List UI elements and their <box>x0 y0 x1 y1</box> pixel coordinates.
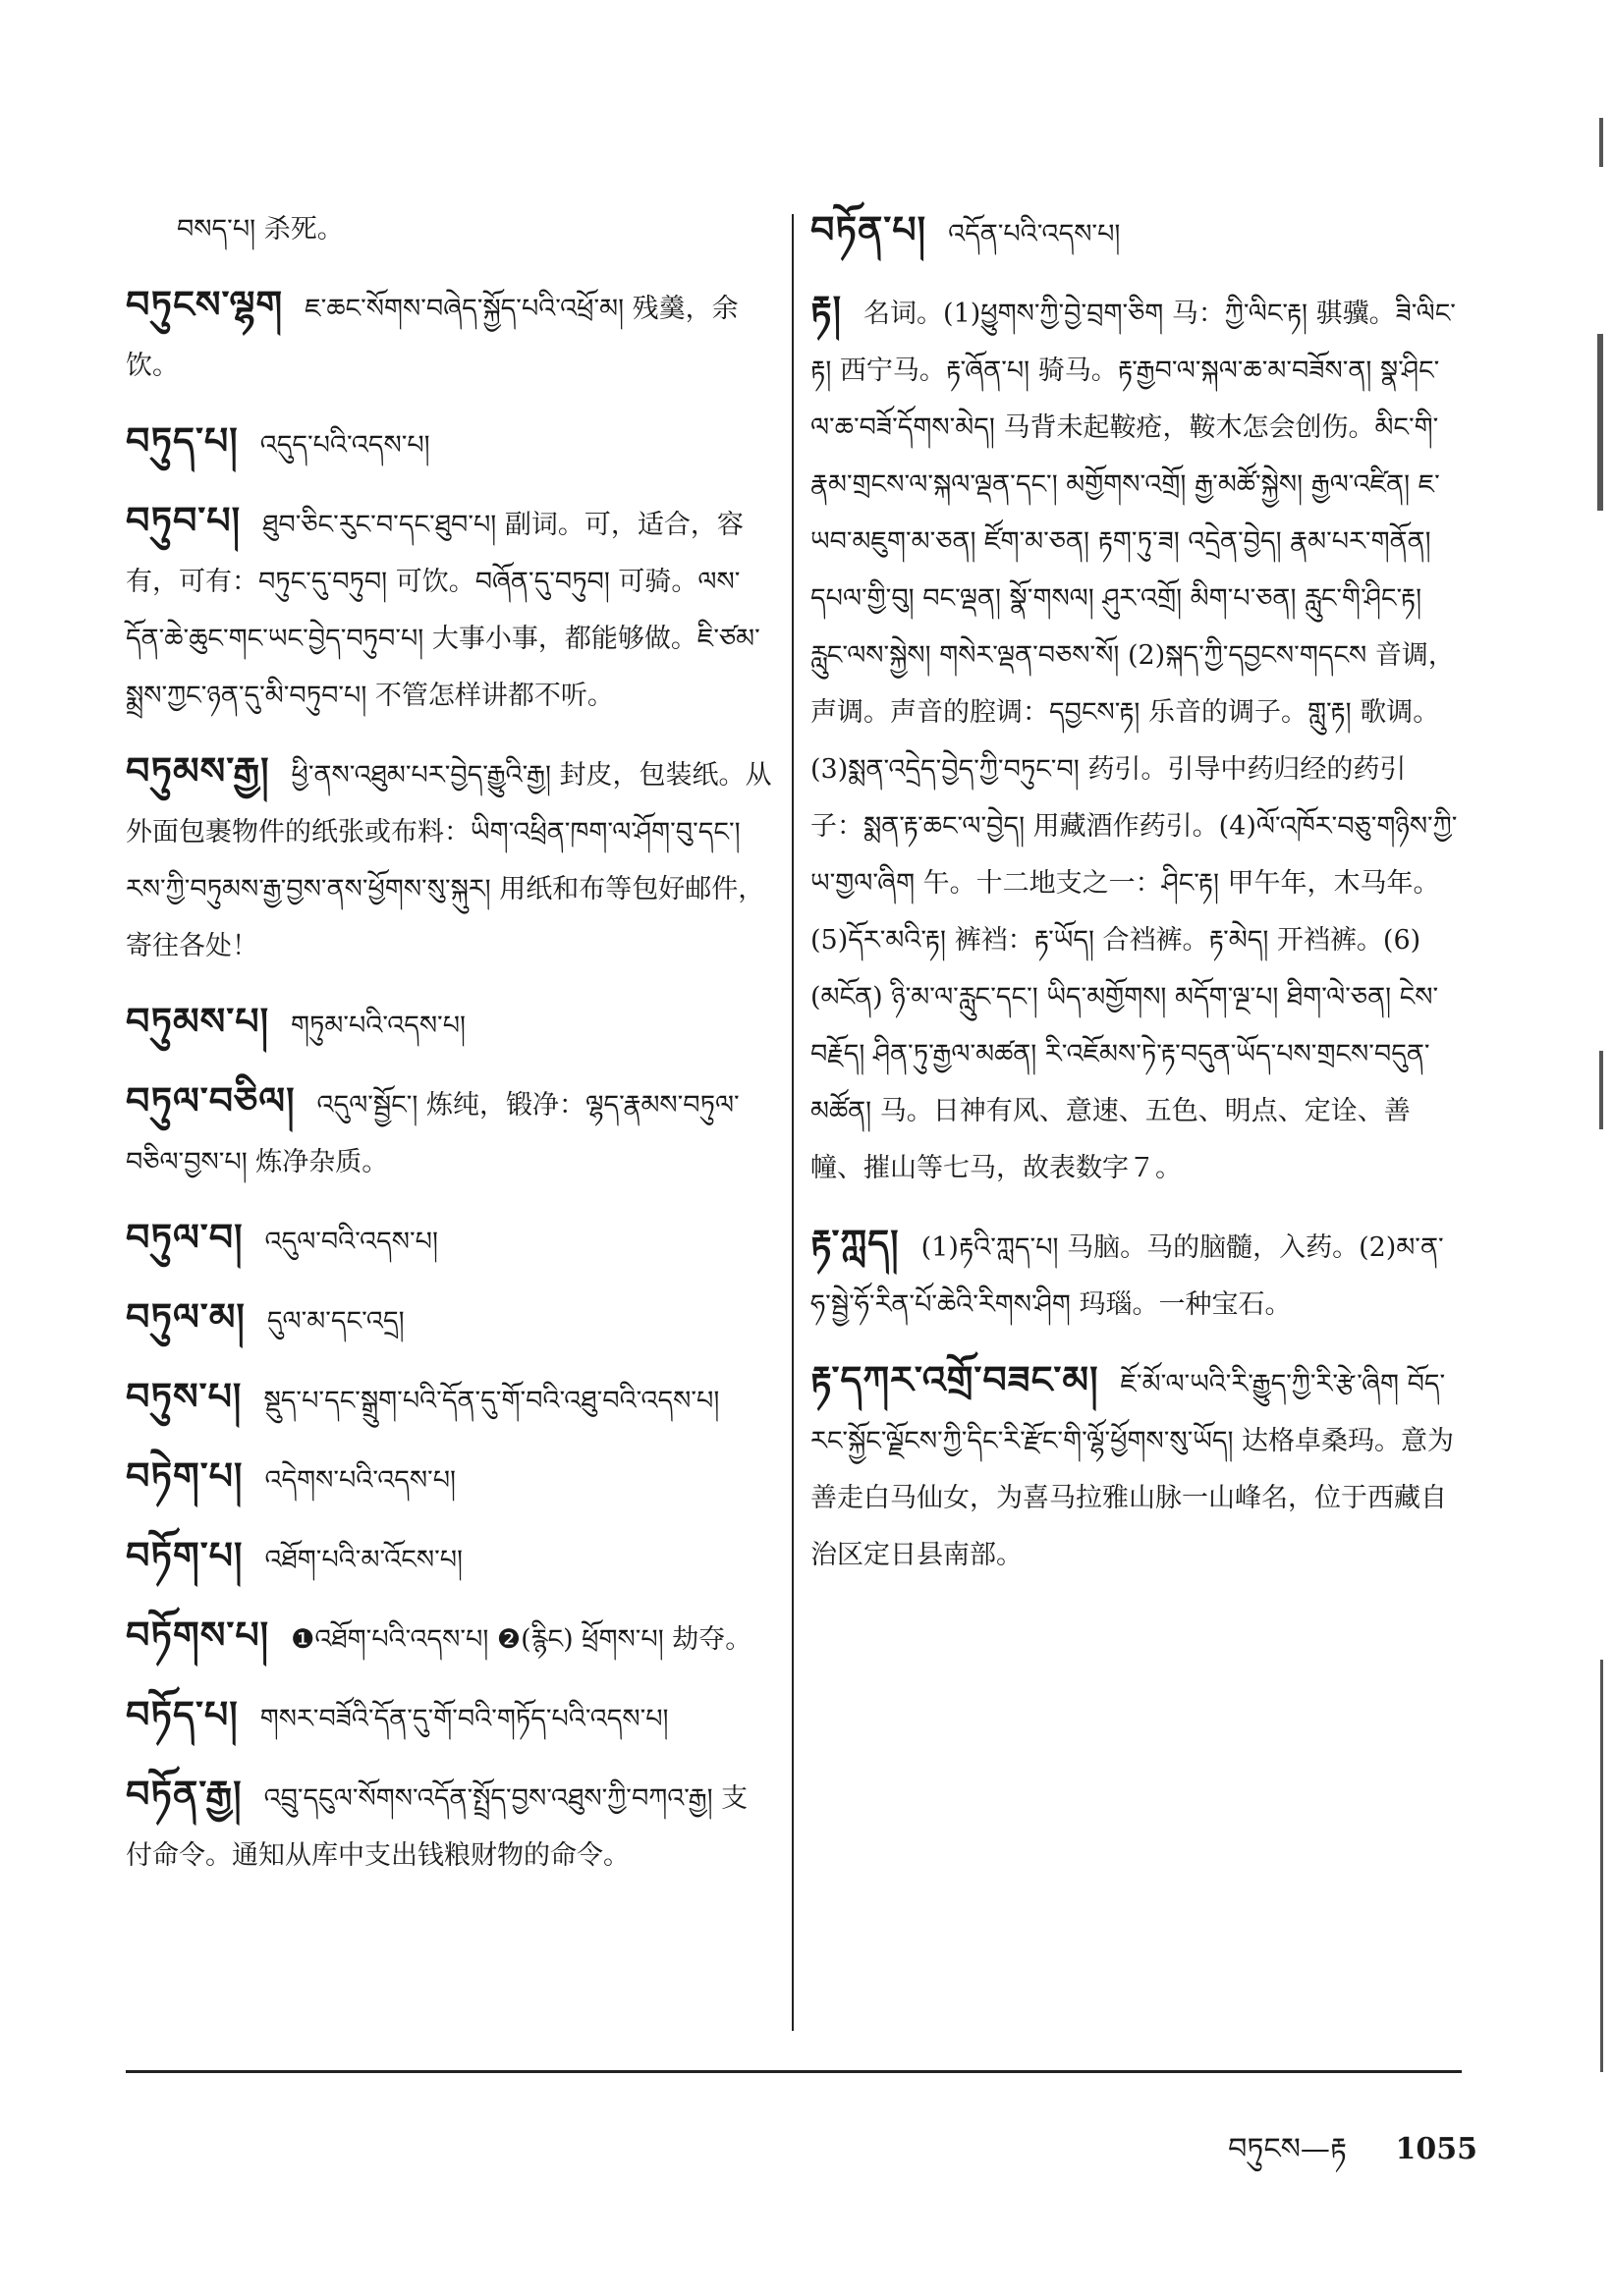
running-head: བཏུངས—རྟ <box>1228 2132 1347 2166</box>
entry-headword: བཏུལ་བཅིལ། <box>126 1078 296 1122</box>
dictionary-entry <box>126 1686 774 1748</box>
dictionary-entry <box>126 1209 774 1271</box>
entry-headword: བཏུམས་རྒྱ། <box>126 748 270 793</box>
entry-headword: བཏུམས་པ། <box>126 999 270 1043</box>
dictionary-entry <box>126 993 774 1055</box>
entry-headword: བཏོན་པ། <box>810 207 927 251</box>
entry-headword: རྟ་དཀར་འགྲོ་བཟང་མ། <box>810 1357 1099 1401</box>
dictionary-entry <box>126 492 774 725</box>
entry-headword: བཏེག་པ། <box>126 1453 244 1498</box>
dictionary-entry <box>810 201 1459 263</box>
dictionary-entry <box>126 742 774 975</box>
entry-definition: འབྲུ་དངུལ་སོགས་འདོན་སྤྲོད་བྱས་འཐུས་ཀྱི་བཀའ་རྒྱ། 支付命令。通知从库中支出钱粮财物的命令。 <box>126 1783 749 1871</box>
column-divider <box>792 214 794 2031</box>
entry-headword: རྟ་ཀླད། <box>810 1221 900 1265</box>
entry-definition: འཐོག་པའི་མ་འོངས་པ། <box>264 1545 464 1575</box>
page-footer <box>1228 2116 1477 2199</box>
entry-headword: བཏུལ་མ། <box>126 1294 246 1339</box>
page-number: 1055 <box>1395 2132 1477 2166</box>
entry-definition: འདུལ་སྦྱོང་། 炼纯，锻净：ལྷད་རྣམས་བཏུལ་བཅིལ་བྱས་པ། 炼净杂质。 <box>126 1090 740 1177</box>
dictionary-entry <box>810 1351 1459 1584</box>
entry-definition: འདུལ་བའི་འདས་པ། <box>264 1227 438 1257</box>
dictionary-entry <box>126 276 774 395</box>
entry-headword: བཏུལ་བ། <box>126 1215 244 1259</box>
dictionary-entry <box>126 1766 774 1885</box>
scan-margin-marks <box>1584 39 1609 2288</box>
entry-headword: བཏོགས་པ། <box>126 1613 270 1657</box>
entry-definition: ཐུབ་ཅིང་རུང་བ་དང་ཐུབ་པ། 副词。可，适合，容有，可有：བཏུང་དུ་བཏུབ། 可饮。བཞོན་དུ་བཏུབ། 可骑。ལས་དོན་ཆེ་ཆུང་གང་ཡང་བྱེད་བཏུབ་པ། 大事小事，都能够做。ཇི་ཙམ་སྨྲས་ཀྱང་ཉན་དུ་མི་བཏུབ་པ། 不管怎样讲都不听。 <box>126 510 760 711</box>
footer-rule <box>126 2070 1462 2073</box>
entry-definition: དུལ་མ་དང་འདྲ། <box>266 1306 405 1337</box>
entry-definition: ❶འཐོག་པའི་འདས་པ། ❷(རྙིང) ཕྲོགས་པ། 劫夺。 <box>291 1624 752 1655</box>
entry-headword: རྟ། <box>810 287 843 331</box>
entry-headword: བཏོག་པ། <box>126 1533 244 1577</box>
entry-headword: བཏོན་རྒྱ། <box>126 1772 243 1816</box>
entry-definition: ཕྱི་ནས་འཐུམ་པར་བྱེད་རྒྱུའི་རྒྱ། 封皮，包装纸。从外面包裹物件的纸张或布料：ཡིག་འཕྲིན་ཁག་ལ་ཤོག་བུ་དང་། རས་ཀྱི་བཏུམས་རྒྱ་བྱས་ནས་ཕྱོགས་སུ་སྐུར། 用纸和布等包好邮件，寄往各处！ <box>126 760 772 961</box>
entry-headword: བཏུབ་པ། <box>126 498 242 542</box>
entry-headword: བཏུས་པ། <box>126 1374 243 1418</box>
right-column <box>810 201 1459 1602</box>
dictionary-entry <box>810 1215 1459 1334</box>
dictionary-entry <box>126 1288 774 1350</box>
entry-headword: བཏུངས་ལྷག <box>126 282 284 326</box>
dictionary-entry <box>126 1527 774 1589</box>
entry-definition: གསར་བཟོའི་དོན་དུ་གོ་བའི་གཏོད་པའི་འདས་པ། <box>259 1704 669 1734</box>
dictionary-entry <box>126 1072 774 1191</box>
entry-definition: འདེགས་པའི་འདས་པ། <box>264 1465 457 1496</box>
dictionary-entry <box>126 201 774 258</box>
dictionary-entry <box>126 412 774 474</box>
entry-definition: སྡུད་པ་དང་སྒྲུག་པའི་དོན་དུ་གོ་བའི་འཐུ་བའི་འདས་པ། <box>263 1386 720 1416</box>
entry-definition: 名词。(1)ཕྱུགས་ཀྱི་བྱེ་བྲག་ཅིག 马：ཀྱི་ལིང་རྟ། 骐骥。ཟི་ལིང་རྟ། 西宁马。རྟ་ཞོན་པ། 骑马。རྟ་རྒྱབ་ལ་སྐལ་ཆ་མ་བཟོས་ན། སྣ་ཤིང་ལ་ཆ་བཟོ་དོགས་མེད། 马背未起鞍疮，鞍木怎会创伤。མིང་གི་རྣམ་གྲངས་ལ་སྐལ་ལྡན་དང་། མགྱོགས་འགྲོ། རྒྱ་མཚོ་སྐྱེས། རྒྱལ་འཛིན། ཇ་ཡབ་མཇུག་མ་ཅན། ཛོག་མ་ཅན། རྟག་ཏུ་ཟ། འདྲེན་བྱེད། རྣམ་པར་གནོན། དཔལ་གྱི་བུ། བང་ལྡན། སྣོ་གསལ། ཤུར་འགྲོ། མིག་པ་ཅན། རླུང་གི་ཤིང་རྟ། རླུང་ལས་སྐྱེས། གསེར་ལྡན་བཅས་སོ། (2)སྐད་ཀྱི་དབྱངས་གདངས 音调，声调。声音的腔调：དབྱངས་རྟ། 乐音的调子。གླུ་རྟ། 歌调。(3)སྨན་འདྲེད་བྱེད་ཀྱི་བཏུང་བ། 药引。引导中药归经的药引子：སྨན་རྟ་ཆང་ལ་བྱེད། 用藏酒作药引。(4)ལོ་འཁོར་བཅུ་གཉིས་ཀྱི་ཡ་གྱལ་ཞིག 午。十二地支之一：ཤིང་རྟ། 甲午年，木马年。(5)དོར་མའི་རྟ། 裤裆：རྟ་ཡོད། 合裆裤。རྟ་མེད། 开裆裤。(6)(མངོན) ཉི་མ་ལ་རླུང་དང་། ཡིད་མགྱོགས། མདོག་ལྔ་པ། ཐིག་ལེ་ཅན། ངེས་བརྗོད། ཤིན་ཏུ་རྒྱལ་མཚན། རི་འཇོམས་ཏེ་རྟ་བདུན་ཡོད་པས་གྲངས་བདུན་མཚོན། 马。日神有风、意速、五色、明点、定诠、善幢、摧山等七马，故表数字７。 <box>810 299 1458 1183</box>
dictionary-entry <box>126 1448 774 1509</box>
entry-definition: འདུད་པའི་འདས་པ། <box>259 430 430 461</box>
entry-headword: བཏུད་པ། <box>126 418 239 463</box>
entry-definition: གཏུམ་པའི་འདས་པ། <box>291 1011 467 1041</box>
entry-definition: འདོན་པའི་འདས་པ། <box>948 219 1121 249</box>
entry-headword: བཏོད་པ། <box>126 1692 239 1736</box>
entry-definition: ཇོ་མོ་ལ་ཡའི་རི་རྒྱུད་ཀྱི་རི་རྩེ་ཞིག བོད་རང་སྐྱོང་ལྗོངས་ཀྱི་དིང་རི་རྫོང་གི་ལྷོ་ཕྱོགས་སུ་ཡོད། 达格卓桑玛。意为善走白马仙女，为喜马拉雅山脉一山峰名，位于西藏自治区定日县南部。 <box>810 1369 1455 1570</box>
dictionary-entry <box>126 1368 774 1430</box>
dictionary-entry <box>126 1607 774 1668</box>
entry-definition: (1)རྟའི་ཀླད་པ། 马脑。马的脑髓，入药。(2)མ་ན་ཧ་སྦྱེ་ཧོ་རིན་པོ་ཆེའི་རིགས་ཤིག 玛瑙。一种宝石。 <box>810 1232 1444 1320</box>
entry-definition: བསད་པ། 杀死。 <box>177 214 344 245</box>
entry-definition: ཇ་ཆང་སོགས་བཞེད་སྐྱོད་པའི་འཕྲོ་མ། 残羹，余饮。 <box>126 294 739 381</box>
dictionary-entry <box>810 281 1459 1197</box>
left-column <box>126 201 774 1902</box>
